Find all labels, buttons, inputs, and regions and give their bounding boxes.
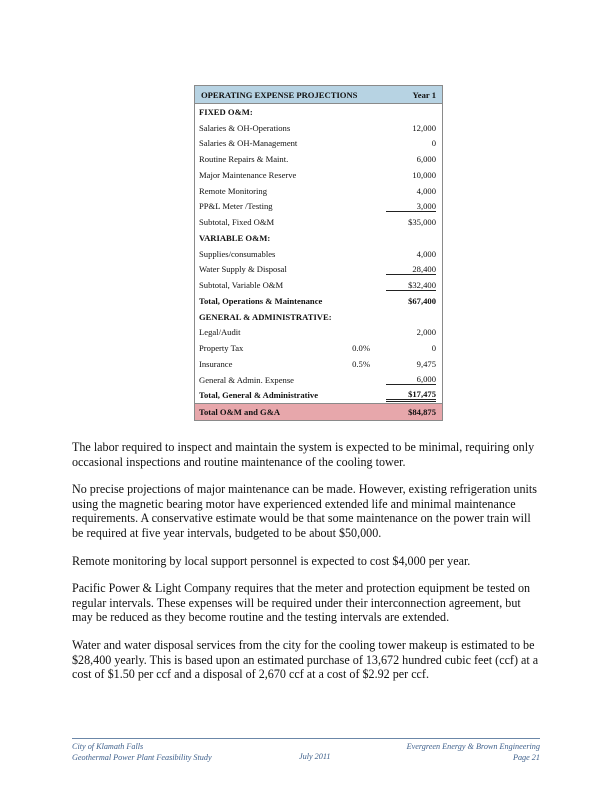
row-value: $67,400 bbox=[408, 295, 436, 306]
table-row bbox=[195, 372, 442, 388]
row-label: Insurance bbox=[199, 358, 233, 369]
row-label: FIXED O&M: bbox=[199, 106, 253, 117]
row-value: 9,475 bbox=[416, 358, 436, 369]
table-row bbox=[195, 167, 442, 183]
table-row bbox=[195, 120, 442, 136]
row-label: VARIABLE O&M: bbox=[199, 232, 271, 243]
row-value: $32,400 bbox=[386, 280, 436, 291]
table-header-year: Year 1 bbox=[412, 89, 436, 100]
row-label: Remote Monitoring bbox=[199, 185, 268, 196]
table-row bbox=[195, 277, 442, 293]
total-label: Total O&M and G&A bbox=[199, 407, 281, 418]
row-percent: 0.0% bbox=[352, 343, 370, 354]
row-value: $17,475 bbox=[386, 389, 436, 402]
body-text bbox=[72, 440, 542, 695]
row-label: Major Maintenance Reserve bbox=[199, 169, 297, 180]
row-label: Salaries & OH-Management bbox=[199, 138, 298, 149]
footer-study-title: Geothermal Power Plant Feasibility Study bbox=[72, 752, 212, 762]
table-row bbox=[195, 136, 442, 152]
row-label: Property Tax bbox=[199, 343, 244, 354]
footer-date: July 2011 bbox=[299, 752, 331, 761]
table-row bbox=[195, 183, 442, 199]
table-row bbox=[195, 309, 442, 325]
row-percent: 0.5% bbox=[352, 358, 370, 369]
row-label: Total, Operations & Maintenance bbox=[199, 295, 323, 306]
row-value: 2,000 bbox=[416, 327, 436, 338]
table-row bbox=[195, 214, 442, 230]
table-row bbox=[195, 356, 442, 372]
row-label: Subtotal, Fixed O&M bbox=[199, 217, 275, 228]
table-header-title: OPERATING EXPENSE PROJECTIONS bbox=[201, 89, 358, 100]
row-value: 3,000 bbox=[386, 201, 436, 212]
row-label: Total, General & Administrative bbox=[199, 390, 319, 401]
row-value: 28,400 bbox=[386, 264, 436, 275]
row-value: $35,000 bbox=[408, 217, 436, 228]
row-value: 10,000 bbox=[412, 169, 436, 180]
row-label: Water Supply & Disposal bbox=[199, 264, 287, 275]
row-label: PP&L Meter /Testing bbox=[199, 201, 273, 212]
footer-page-number: Page 21 bbox=[512, 752, 540, 762]
table-row bbox=[195, 262, 442, 278]
total-value: $84,875 bbox=[408, 407, 436, 418]
table-row bbox=[195, 151, 442, 167]
row-label: Routine Repairs & Maint. bbox=[199, 154, 289, 165]
table-row bbox=[195, 199, 442, 215]
table-row bbox=[195, 293, 442, 309]
row-label: Salaries & OH-Operations bbox=[199, 122, 291, 133]
row-value: 12,000 bbox=[412, 122, 436, 133]
row-label: Subtotal, Variable O&M bbox=[199, 280, 284, 291]
operating-expense-table bbox=[194, 85, 443, 421]
row-value: 0 bbox=[431, 343, 436, 354]
row-value: 0 bbox=[431, 138, 436, 149]
footer-authors: Evergreen Energy & Brown Engineering bbox=[406, 742, 540, 751]
row-value: 4,000 bbox=[416, 248, 436, 259]
footer-city: City of Klamath Falls bbox=[72, 742, 144, 751]
paragraph: The labor required to inspect and maintain the system is expected to be minimal, requiring only occasional inspections and routine maintenance of the cooling tower. bbox=[72, 440, 535, 469]
table-row bbox=[195, 340, 442, 356]
paragraph: No precise projections of major maintenance can be made. However, existing refrigeration units using the magnetic bearing motor have experienced extended life and minimal maintenance requirements. A conservative estimate would be that some maintenance on the power train will be required at five year intervals, budgeted to be about $50,000. bbox=[72, 482, 537, 540]
row-label: Legal/Audit bbox=[199, 327, 241, 338]
table-row bbox=[195, 246, 442, 262]
paragraph: Remote monitoring by local support personnel is expected to cost $4,000 per year. bbox=[72, 553, 471, 568]
table-total-row bbox=[195, 403, 442, 420]
row-label: Supplies/consumables bbox=[199, 248, 276, 259]
row-label: GENERAL & ADMINISTRATIVE: bbox=[199, 311, 332, 322]
footer-divider bbox=[72, 738, 540, 739]
row-label: General & Admin. Expense bbox=[199, 374, 294, 385]
table-header bbox=[195, 86, 442, 104]
row-value: 6,000 bbox=[416, 154, 436, 165]
paragraph: Water and water disposal services from the city for the cooling tower makeup is estimated to be $28,400 yearly. This is based upon an estimated purchase of 13,672 hundred cubic feet (ccf) at a cost of $1.50 per ccf and a disposal of 2,670 ccf at a cost of $2.92 per ccf. bbox=[72, 637, 539, 682]
table-row bbox=[195, 388, 442, 404]
row-value: 6,000 bbox=[386, 374, 436, 385]
footer-left bbox=[72, 742, 212, 763]
table-row bbox=[195, 230, 442, 246]
table-row bbox=[195, 104, 442, 120]
row-value: 4,000 bbox=[416, 185, 436, 196]
table-row bbox=[195, 325, 442, 341]
footer-right bbox=[407, 742, 540, 763]
paragraph: Pacific Power & Light Company requires that the meter and protection equipment be tested on regular intervals. These expenses will be required under their interconnection agreement, but may be reduced as they become routine and the testing intervals are extended. bbox=[72, 581, 531, 625]
